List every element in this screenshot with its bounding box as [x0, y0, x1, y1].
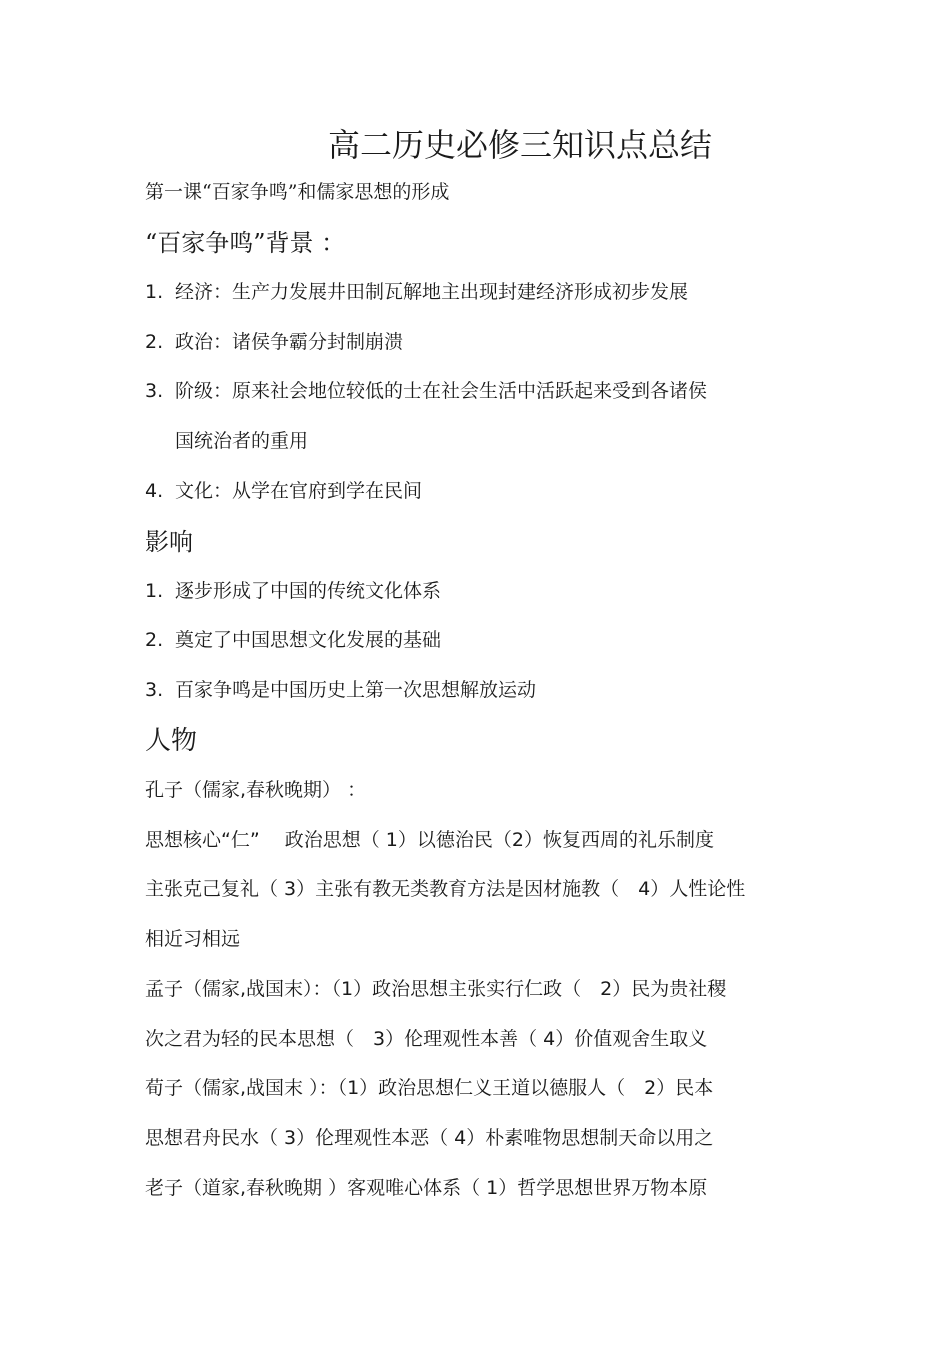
item-text: 百家争鸣是中国历史上第一次思想解放运动	[175, 679, 537, 701]
item-number: 3.	[145, 380, 164, 402]
background-item-2	[145, 327, 403, 357]
people-heading: 人物	[145, 726, 198, 756]
background-item-3	[145, 376, 707, 406]
item-text: 经济：生产力发展井田制瓦解地主出现封建经济形成初步发展	[175, 281, 689, 303]
item-text: 阶级：原来社会地位较低的士在社会生活中活跃起来受到各诸侯	[175, 380, 708, 402]
item-text: 奠定了中国思想文化发展的基础	[175, 629, 442, 651]
item-number: 4.	[145, 480, 164, 502]
background-item-3-continued	[175, 426, 308, 456]
people-line: 孔子（儒家,春秋晚期） ：	[145, 779, 367, 801]
background-item-1	[145, 277, 688, 307]
people-line: 主张克己复礼（ 3）主张有教无类教育方法是因材施教（ 4）人性论性	[145, 878, 746, 900]
item-text: 逐步形成了中国的传统文化体系	[175, 580, 442, 602]
people-line: 思想核心“仁” 政治思想（ 1）以德治民（2）恢复西周的礼乐制度	[145, 829, 714, 851]
influence-item-1	[145, 576, 441, 606]
item-number: 2.	[145, 331, 164, 353]
item-text: 文化：从学在官府到学在民间	[175, 480, 423, 502]
document-title: 高二历史必修三知识点总结	[327, 126, 712, 164]
people-line: 老子（道家,春秋晚期 ）客观唯心体系（ 1）哲学思想世界万物本原	[145, 1177, 708, 1199]
item-number: 1.	[145, 281, 164, 303]
item-text: 政治：诸侯争霸分封制崩溃	[175, 331, 404, 353]
item-number: 3.	[145, 679, 164, 701]
people-line: 次之君为轻的民本思想（ 3）伦理观性本善（ 4）价值观舍生取义	[145, 1028, 708, 1050]
influence-heading: 影响	[145, 528, 193, 556]
background-heading: “百家争鸣”背景 ：	[145, 229, 346, 257]
people-line: 相近习相远	[145, 928, 241, 950]
people-line: 孟子（儒家,战国末）：（1）政治思想主张实行仁政（ 2）民为贵社稷	[145, 978, 727, 1000]
item-number: 1.	[145, 580, 164, 602]
lesson-heading: 第一课“百家争鸣”和儒家思想的形成	[145, 181, 450, 203]
people-line: 荀子（儒家,战国末 ）：（1）政治思想仁义王道以德服人（ 2）民本	[145, 1077, 714, 1099]
item-number: 2.	[145, 629, 164, 651]
item-text: 国统治者的重用	[175, 430, 309, 452]
people-line: 思想君舟民水（ 3）伦理观性本恶（ 4）朴素唯物思想制天命以用之	[145, 1127, 714, 1149]
background-item-4	[145, 476, 422, 506]
influence-item-3	[145, 675, 536, 705]
influence-item-2	[145, 625, 441, 655]
